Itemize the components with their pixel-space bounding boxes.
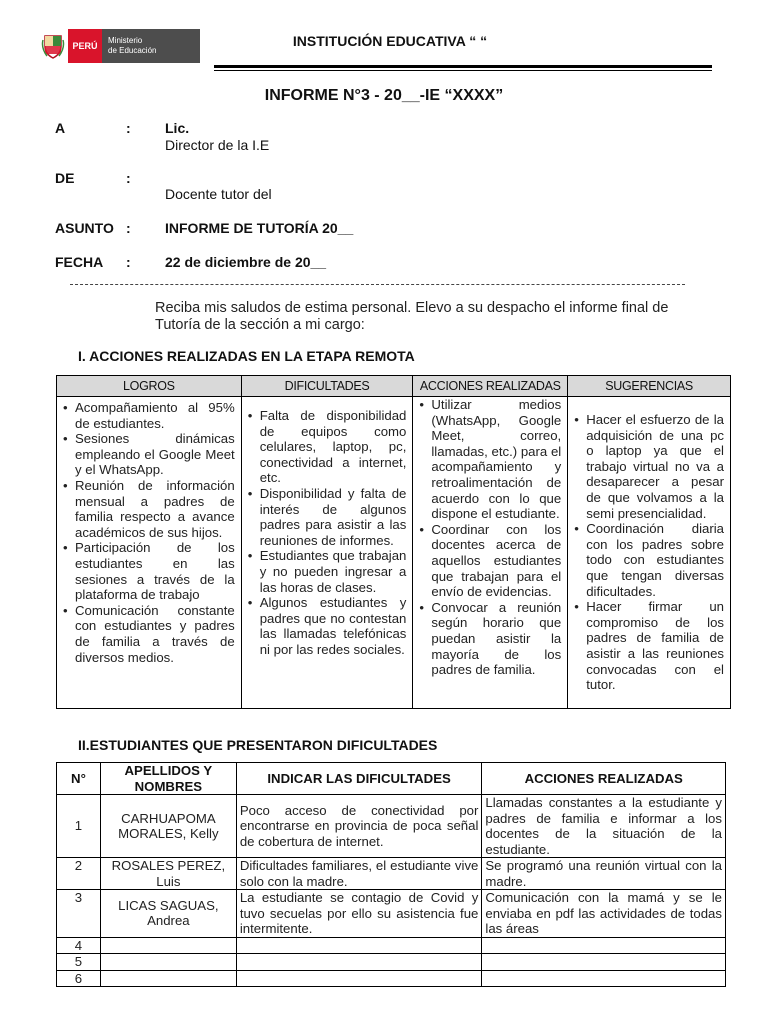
table-row (57, 954, 726, 971)
field-de-colon: : (126, 170, 131, 186)
list-item: • Hacer firmar un compromiso de los padres de familia de asistir a las reuniones convocadas con el tutor. (586, 599, 724, 693)
row-action: Comunicación con la mamá y se le enviaba en pdf las actividades de todas las áreas (482, 890, 726, 938)
list-item: • Estudiantes que trabajan y no pueden ingresar a las horas de clases. (260, 548, 407, 595)
section2-title: II.ESTUDIANTES QUE PRESENTARON DIFICULTADES (78, 737, 438, 753)
header-actions: ACCIONES REALIZADAS (482, 763, 726, 795)
row-difficulty: Dificultades familiares, el estudiante vive solo con la madre. (236, 858, 482, 890)
sugerencias-cell (568, 397, 731, 709)
section1-title: I. ACCIONES REALIZADAS EN LA ETAPA REMOTA (78, 348, 415, 364)
list-item: • Sesiones dinámicas empleando el Google Meet y el WhatsApp. (75, 431, 235, 478)
header-difficulties: INDICAR LAS DIFICULTADES (236, 763, 482, 795)
list-item: • Algunos estudiantes y padres que no contestan las llamadas telefónicas ni por las redes sociales. (260, 595, 407, 657)
list-item: • Disponibilidad y falta de interés de algunos padres para asistir a las reuniones de informes. (260, 486, 407, 548)
row-difficulty: La estudiante se contagio de Covid y tuvo secuelas por ello su asistencia fue intermitente. (236, 890, 482, 938)
institution-name: INSTITUCIÓN EDUCATIVA “ “ (292, 33, 488, 49)
row-name (100, 954, 236, 971)
field-de-label: DE (55, 170, 75, 186)
row-action: Llamadas constantes a la estudiante y padres de familia e informar a los docentes de la situación de la estudiante. (482, 795, 726, 858)
header-acciones: ACCIONES REALIZADAS (413, 376, 568, 397)
row-difficulty (236, 970, 482, 987)
header-dificultades: DIFICULTADES (241, 376, 413, 397)
row-action (482, 937, 726, 954)
field-fecha-colon: : (126, 254, 131, 270)
dificultades-cell (241, 397, 413, 709)
logros-cell (57, 397, 242, 709)
field-fecha-value: 22 de diciembre de 20__ (165, 254, 327, 270)
row-name: ROSALES PEREZ, Luis (100, 858, 236, 890)
list-item: • Utilizar medios (WhatsApp, Google Meet, correo, llamadas, etc.) para el acompañamiento y retroalimentación de acuerdo con lo que dispone el estudiante. (431, 397, 561, 522)
list-item: • Convocar a reunión según horario que puedan asistir la mayoría de los padres de familia. (431, 600, 561, 678)
field-fecha-label: FECHA (55, 254, 104, 270)
header-name: APELLIDOS Y NOMBRES (100, 763, 236, 795)
field-a-line1: Lic. (165, 120, 190, 136)
list-item: • Acompañamiento al 95% de estudiantes. (75, 400, 235, 431)
intro-paragraph: Reciba mis saludos de estima personal. Elevo a su despacho el informe final de Tutoría de la sección a mi cargo: (155, 300, 669, 333)
field-asunto-label: ASUNTO (55, 220, 114, 236)
row-action (482, 954, 726, 971)
row-number: 5 (57, 954, 101, 971)
row-name (100, 970, 236, 987)
row-number: 4 (57, 937, 101, 954)
acciones-cell (413, 397, 568, 709)
table-row (57, 970, 726, 987)
field-asunto-colon: : (126, 220, 131, 236)
students-table (56, 762, 726, 987)
row-name: LICAS SAGUAS, Andrea (100, 890, 236, 938)
table-row (57, 795, 726, 858)
list-item: • Comunicación constante con estudiantes y padres de familia a través de diversos medios. (75, 603, 235, 665)
header-rule-thin (214, 70, 712, 71)
list-item: • Coordinación diaria con los padres sobre todo con estudiantes que tengan diversas dificultades. (586, 521, 724, 599)
list-item: • Coordinar con los docentes acerca de aquellos estudiantes que trabajan para el envío de evidencias. (431, 522, 561, 600)
dotted-separator (70, 284, 685, 285)
header-rule-thick (214, 65, 712, 68)
table-row (57, 937, 726, 954)
report-title: INFORME N°3 - 20__-IE “XXXX” (264, 87, 504, 104)
row-difficulty (236, 954, 482, 971)
header-sugerencias: SUGERENCIAS (568, 376, 731, 397)
field-de-value: Docente tutor del (165, 186, 272, 202)
row-action (482, 970, 726, 987)
field-a-label: A (55, 120, 66, 136)
list-item: • Falta de disponibilidad de equipos como celulares, laptop, pc, conectividad a internet, etc. (260, 408, 407, 486)
row-difficulty: Poco acceso de conectividad por encontrarse en provincia de poca señal de cobertura de internet. (236, 795, 482, 858)
list-item: • Reunión de información mensual a padres de familia respecto a avance académicos de sus hijos. (75, 478, 235, 540)
row-name (100, 937, 236, 954)
row-number: 3 (57, 890, 101, 938)
ministry-logo (38, 29, 200, 63)
field-a-colon: : (126, 120, 131, 136)
header-logros: LOGROS (57, 376, 242, 397)
field-asunto-value: INFORME DE TUTORÍA 20__ (165, 220, 354, 236)
row-number: 1 (57, 795, 101, 858)
table-row (57, 890, 726, 938)
row-action: Se programó una reunión virtual con la madre. (482, 858, 726, 890)
logo-ministry-line1: Ministerio (108, 36, 143, 45)
logo-ministry (102, 29, 200, 63)
national-shield-icon (38, 29, 68, 63)
actions-table (56, 375, 731, 709)
table-row (57, 858, 726, 890)
row-number: 2 (57, 858, 101, 890)
row-number: 6 (57, 970, 101, 987)
list-item: • Hacer el esfuerzo de la adquisición de una pc o laptop ya que el trabajo virtual no va a desaparecer a pesar de que volvamos a la semi presencialidad. (586, 412, 724, 521)
logo-country: PERÚ (68, 29, 102, 63)
field-a-line2: Director de la I.E (165, 137, 270, 153)
logo-ministry-line2: de Educación (108, 46, 157, 55)
row-difficulty (236, 937, 482, 954)
row-name: CARHUAPOMA MORALES, Kelly (100, 795, 236, 858)
list-item: • Participación de los estudiantes en las sesiones a través de la plataforma de trabajo (75, 540, 235, 602)
header-number: N° (57, 763, 101, 795)
